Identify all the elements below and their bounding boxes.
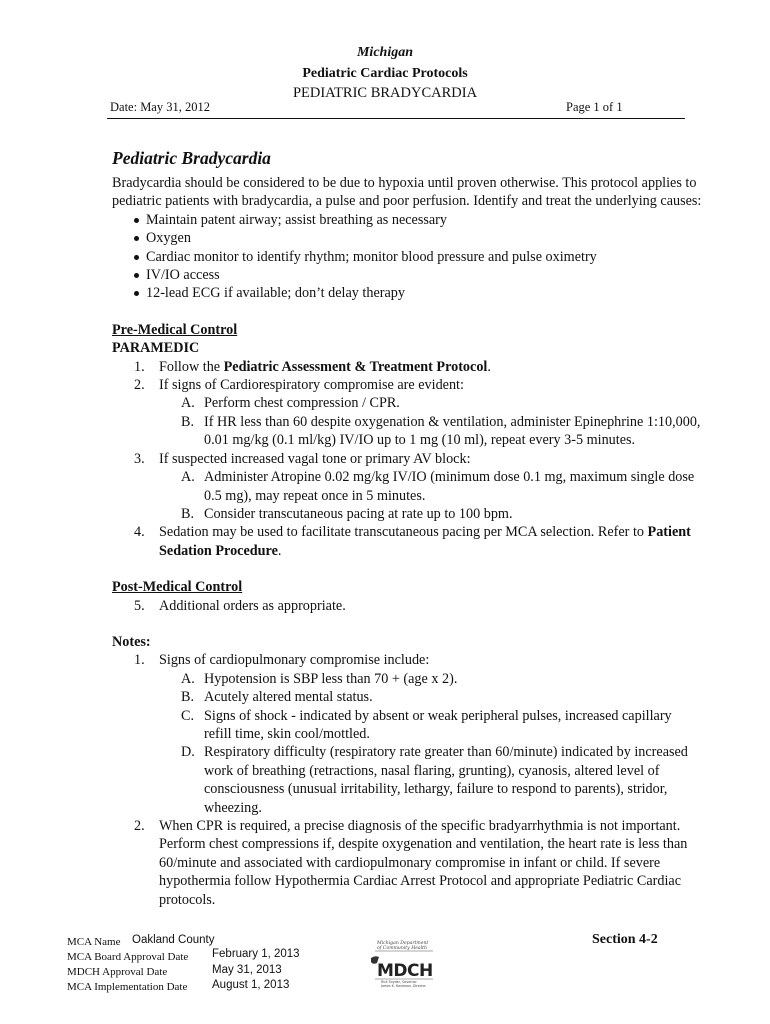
footer-implementation-value: August 1, 2013 [212,979,290,991]
note-text: When CPR is required, a precise diagnosis of the specific bradyarrhythmia is not important. Perform chest compressions if, despite oxygenation and ventilation, the heart rate is less than 60/minute and associated with cardiopulmonary compromise in infant or child. If severe hypothermia follow Hypothermia Cardiac Arrest Protocol and appropriate Pediatric Cardiac protocols. [159,818,688,908]
header-page-number: Page 1 of 1 [566,100,623,114]
note-subtext: Hypotension is SBP less than 70 + (age x 2). [204,670,458,687]
svg-text:Michigan Department: Michigan Department [377,941,429,946]
footer-mdch-approval-value: May 31, 2013 [212,964,282,976]
protocol-substep-2a [112,394,702,412]
note-number: 2. [134,818,145,834]
protocol-step-5 [112,597,702,615]
section-title: Pediatric Bradycardia [112,148,271,168]
step-text: If signs of Cardiorespiratory compromise are evident: [159,377,464,394]
substep-letter: B. [181,505,195,522]
note-subtext: Acutely altered mental status. [204,689,373,706]
protocol-step-3 [112,450,702,468]
step-number: 2. [134,377,145,394]
header-subtitle: PEDIATRIC BRADYCARDIA [292,85,478,101]
protocol-substep-2b [112,413,702,450]
substep-letter: A. [181,469,195,486]
assessment-protocol-reference: Pediatric Assessment & Treatment Protocol [223,358,488,375]
note-1b [112,688,702,706]
bullet-item: Oxygen [112,229,702,247]
protocol-step-4 [112,523,702,560]
note-letter: B. [181,689,195,706]
protocol-substep-3b [112,505,702,523]
step-text: Additional orders as appropriate. [159,597,346,614]
substep-text: Perform chest compression / CPR. [204,395,400,412]
step-number: 5. [134,597,145,614]
footer-mdch-approval-label: MDCH Approval Date [67,966,168,978]
bullet-item: Maintain patent airway; assist breathing as necessary [112,211,702,229]
substep-letter: A. [181,395,195,412]
bullet-list [112,211,702,303]
svg-text:MDCH: MDCH [377,961,433,981]
header-title: Pediatric Cardiac Protocols [302,66,468,81]
bullet-item: Cardiac monitor to identify rhythm; monitor blood pressure and pulse oximetry [112,248,702,266]
note-subtext: Respiratory difficulty (respiratory rate greater than 60/minute) indicated by increased work of breathing (retractions, nasal flaring, grunting), cyanosis, altered level of consciousness (unusual irritability, lethargy, failure to respond to parents), stridor, wheezing. [204,744,688,816]
substep-letter: B. [181,413,195,430]
document-body [112,147,702,909]
mdch-logo [367,938,439,988]
step-text-end: . [277,542,282,559]
note-letter: C. [181,707,195,724]
step-text: If suspected increased vagal tone or primary AV block: [159,450,471,467]
note-1a [112,670,702,688]
note-letter: A. [181,670,195,687]
note-letter: D. [181,744,195,761]
post-medical-heading: Post-Medical Control [112,579,243,596]
step-number: 1. [134,358,145,375]
notes-heading: Notes: [112,633,151,650]
protocol-step-2 [112,376,702,394]
note-number: 1. [134,652,145,669]
footer-implementation-label: MCA Implementation Date [67,981,188,993]
note-subtext: Signs of shock - indicated by absent or weak peripheral pulses, increased capillary refill time, skin cool/mottled. [204,707,672,742]
svg-text:Rick Snyder, Governor: Rick Snyder, Governor [381,980,417,984]
note-1 [112,651,702,669]
footer-board-approval-value: February 1, 2013 [212,948,300,960]
footer-mca-name-value: Oakland County [132,934,215,946]
header-divider [107,118,685,119]
intro-paragraph: Bradycardia should be considered to be due to hypoxia until proven otherwise. This protocol applies to pediatric patients with bradycardia, a pulse and poor perfusion. Identify and treat the underlying causes: [112,175,702,210]
footer-section-number: Section 4-2 [592,932,658,947]
substep-text: Administer Atropine 0.02 mg/kg IV/IO (minimum dose 0.1 mg, maximum single dose 0.5 mg), may repeat once in 5 minutes. [204,469,695,504]
bullet-item: IV/IO access [112,266,702,284]
footer-mca-name-label: MCA Name [67,936,121,948]
svg-text:James K. Haveman, Director: James K. Haveman, Director [381,984,426,988]
note-2 [112,817,702,909]
footer-board-approval-label: MCA Board Approval Date [67,951,189,963]
header-date: Date: May 31, 2012 [110,100,210,114]
note-1d [112,743,702,817]
protocol-substep-3a [112,468,702,505]
bullet-item: 12-lead ECG if available; don’t delay therapy [112,284,702,302]
mdch-logo-graphic [367,938,439,988]
substep-text: Consider transcutaneous pacing at rate up to 100 bpm. [204,505,513,522]
step-text: Sedation may be used to facilitate transcutaneous pacing per MCA selection. Refer to [159,524,648,541]
svg-text:of Community Health: of Community Health [377,946,427,951]
step-number: 4. [134,524,145,541]
step-number: 3. [134,450,145,467]
pre-medical-heading: Pre-Medical Control [112,321,238,338]
substep-text: If HR less than 60 despite oxygenation & ventilation, administer Epinephrine 1:10,000, 0.01 mg/kg (0.1 ml/kg) IV/IO up to 1 mg (10 ml), repeat every 3-5 minutes. [204,413,701,449]
protocol-step-1 [112,358,702,376]
header-state: Michigan [356,45,413,60]
sedation-procedure-reference: Patient Sedation Procedure [159,524,691,559]
note-text: Signs of cardiopulmonary compromise include: [159,652,430,669]
step-text: Follow the [159,358,224,375]
note-1c [112,707,702,744]
paramedic-label: PARAMEDIC [112,340,200,357]
step-text-end: . [487,358,491,375]
